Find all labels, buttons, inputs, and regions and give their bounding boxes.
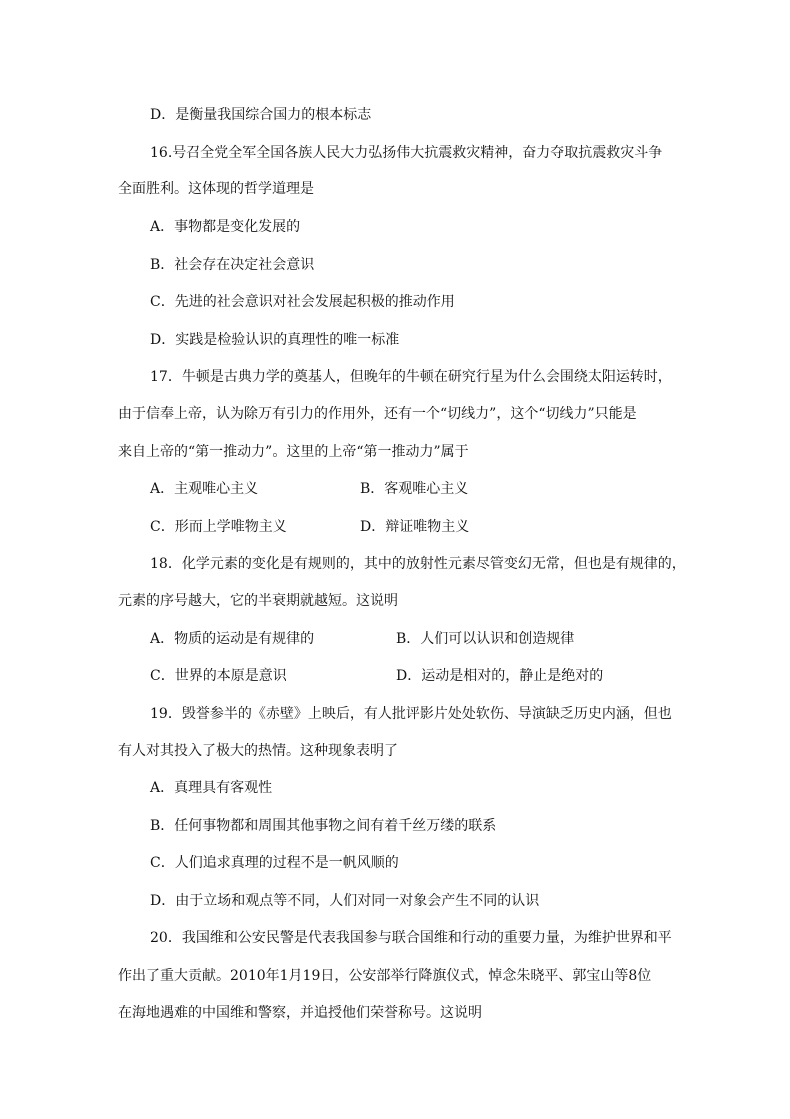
q16-option-c: C．先进的社会意识对社会发展起积极的推动作用 <box>150 294 455 310</box>
q17-option-b: B．客观唯心主义 <box>360 481 469 497</box>
q20-stem-line-1: 20．我国维和公安民警是代表我国参与联合国维和行动的重要力量，为维护世界和平 <box>150 930 672 946</box>
q18-option-b: B．人们可以认识和创造规律 <box>396 631 575 647</box>
q19-stem-line-1: 19．毁誉参半的《赤壁》上映后，有人批评影片处处软伤、导演缺乏历史内涵，但也 <box>150 706 672 722</box>
q17-stem-line-1: 17．牛顿是古典力学的奠基人，但晚年的牛顿在研究行星为什么会围绕太阳运转时， <box>150 369 672 385</box>
q16-stem-line-1: 16.号召全党全军全国各族人民大力弘扬伟大抗震救灾精神，奋力夺取抗震救灾斗争 <box>150 145 663 161</box>
q19-option-c: C．人们追求真理的过程不是一帆风顺的 <box>150 855 399 871</box>
q18-stem-line-2: 元素的序号越大，它的半衰期就越短。这说明 <box>118 593 398 609</box>
q18-stem-line-1: 18．化学元素的变化是有规则的，其中的放射性元素尽管变幻无常，但也是有规律的， <box>150 556 686 572</box>
q17-option-d: D．辩证唯物主义 <box>360 519 470 535</box>
q16-option-b: B．社会存在决定社会意识 <box>150 257 315 273</box>
q19-option-d: D．由于立场和观点等不同，人们对同一对象会产生不同的认识 <box>150 893 540 909</box>
q18-option-c: C．世界的本原是意识 <box>150 668 287 684</box>
q17-option-c: C．形而上学唯物主义 <box>150 519 287 535</box>
q18-option-a: A．物质的运动是有规律的 <box>150 631 315 647</box>
q17-stem-line-3: 来自上帝的“第一推动力”。这里的上帝“第一推动力”属于 <box>118 444 469 460</box>
q19-option-b: B．任何事物都和周围其他事物之间有着千丝万缕的联系 <box>150 818 497 834</box>
q17-stem-line-2: 由于信奉上帝，认为除万有引力的作用外，还有一个“切线力”，这个“切线力”只能是 <box>118 406 637 422</box>
q19-stem-line-2: 有人对其投入了极大的热情。这种现象表明了 <box>118 743 398 759</box>
q19-option-a: A．真理具有客观性 <box>150 780 273 796</box>
q20-stem-line-2: 作出了重大贡献。2010年1月19日，公安部举行降旗仪式，悼念朱晓平、郭宝山等8位 <box>118 968 652 984</box>
q15-option-d: D．是衡量我国综合国力的根本标志 <box>150 107 372 123</box>
q20-stem-line-3: 在海地遇难的中国维和警察，并追授他们荣誉称号。这说明 <box>118 1005 482 1021</box>
q16-stem-line-2: 全面胜利。这体现的哲学道理是 <box>118 181 314 197</box>
q16-option-a: A．事物都是变化发展的 <box>150 219 301 235</box>
q17-option-a: A．主观唯心主义 <box>150 481 259 497</box>
q18-option-d: D．运动是相对的，静止是绝对的 <box>396 668 604 684</box>
q16-option-d: D．实践是检验认识的真理性的唯一标准 <box>150 332 400 348</box>
